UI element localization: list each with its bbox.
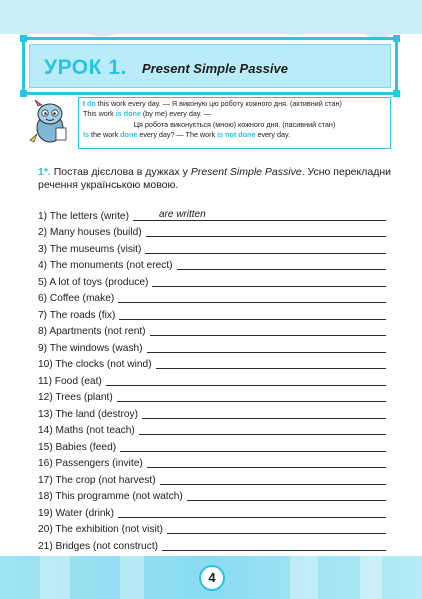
exercise-item-label: 20) The exhibition (not visit)	[38, 524, 163, 535]
exercise-item	[38, 206, 386, 223]
exercise-item-label: 15) Babies (feed)	[38, 441, 117, 453]
exercise-item	[38, 338, 386, 355]
exercise-item	[38, 536, 386, 553]
answer-blank-line[interactable]	[162, 539, 386, 551]
exercise-item	[38, 305, 386, 322]
answer-blank-line[interactable]	[118, 506, 386, 518]
answer-blank-line[interactable]	[139, 423, 386, 435]
answer-blank-line[interactable]	[133, 209, 386, 221]
rule-line-question: Is the work done every day? — The work is not done every day.	[83, 130, 291, 140]
exercise-item-label: 8) Apartments (not rent)	[38, 326, 146, 337]
exercise-item	[38, 437, 386, 454]
grammar-rule-box	[78, 97, 391, 149]
answer-blank-line[interactable]	[156, 357, 386, 369]
answer-blank-line[interactable]	[119, 308, 386, 320]
cartoon-character-icon	[28, 98, 72, 146]
rule-line-active: I do this work every day. — Я виконую цю роботу кожного дня. (активний стан)	[83, 99, 342, 108]
exercise-item	[38, 272, 386, 289]
answer-blank-line[interactable]	[160, 473, 386, 485]
exercise-item	[38, 239, 386, 256]
exercise-item-label: 16) Passengers (invite)	[38, 458, 143, 469]
exercise-item-label: 11) Food (eat)	[38, 375, 102, 387]
exercise-item-label: 1) The letters (write)	[38, 210, 129, 222]
exercise-item	[38, 355, 386, 372]
exercise-item	[38, 388, 386, 405]
exercise-item-label: 6) Coffee (make)	[38, 293, 115, 304]
answer-blank-line[interactable]	[147, 456, 386, 468]
exercise-item	[38, 454, 386, 471]
answer-blank-line[interactable]	[147, 341, 386, 353]
exercise-item-label: 10) The clocks (not wind)	[38, 359, 152, 370]
exercise-item	[38, 487, 386, 504]
exercise-item	[38, 470, 386, 487]
answer-blank-line[interactable]	[142, 407, 386, 419]
exercise-item-label: 7) The roads (fix)	[38, 309, 116, 321]
answer-blank-line[interactable]	[187, 489, 386, 501]
page-number: 4	[199, 565, 225, 591]
exercise-item-label: 2) Many houses (build)	[38, 227, 142, 238]
rule-line-passive: This work is done (by me) every day. —	[83, 109, 212, 119]
exercise-item-label: 9) The windows (wash)	[38, 342, 143, 354]
exercise-item	[38, 503, 386, 520]
exercise-item-label: 18) This programme (not watch)	[38, 491, 183, 502]
exercise-item	[38, 421, 386, 438]
top-decorative-band	[0, 0, 422, 34]
exercise-item-label: 14) Maths (not teach)	[38, 425, 135, 436]
exercise-item-label: 21) Bridges (not construct)	[38, 540, 159, 552]
task-number: 1*.	[38, 166, 51, 178]
exercise-list	[38, 206, 386, 553]
exercise-item-label: 17) The crop (not harvest)	[38, 474, 156, 486]
exercise-item-label: 5) A lot of toys (produce)	[38, 276, 149, 288]
exercise-item	[38, 289, 386, 306]
answer-blank-line[interactable]	[117, 390, 386, 402]
answer-blank-line[interactable]	[150, 324, 386, 336]
exercise-item-label: 4) The monuments (not erect)	[38, 260, 173, 271]
exercise-item	[38, 256, 386, 273]
exercise-item	[38, 520, 386, 537]
exercise-item	[38, 223, 386, 240]
exercise-item-label: 12) Trees (plant)	[38, 392, 113, 403]
exercise-item-label: 13) The land (destroy)	[38, 408, 139, 420]
answer-blank-line[interactable]	[145, 242, 386, 254]
task-instruction: 1*. Постав дієслова в дужках у Present Simple Passive. Усно перекладни речення українською мовою.	[38, 166, 391, 191]
lesson-number: УРОК 1.	[44, 56, 127, 79]
answer-blank-line[interactable]	[167, 522, 386, 534]
answer-blank-line[interactable]	[120, 440, 386, 452]
answer-blank-line[interactable]	[152, 275, 386, 287]
exercise-item-label: 19) Water (drink)	[38, 507, 115, 519]
exercise-item	[38, 322, 386, 339]
rule-line-translation: Ця робота виконується (мною) кожного дня. (пасивний стан)	[133, 119, 336, 129]
example-answer: are written	[158, 208, 206, 220]
exercise-item	[38, 371, 386, 388]
answer-blank-line[interactable]	[118, 291, 386, 303]
answer-blank-line[interactable]	[106, 374, 386, 386]
exercise-item-label: 3) The museums (visit)	[38, 243, 142, 255]
answer-blank-line[interactable]	[146, 225, 386, 237]
answer-blank-line[interactable]	[177, 258, 386, 270]
exercise-item	[38, 404, 386, 421]
lesson-topic: Present Simple Passive	[142, 61, 288, 76]
